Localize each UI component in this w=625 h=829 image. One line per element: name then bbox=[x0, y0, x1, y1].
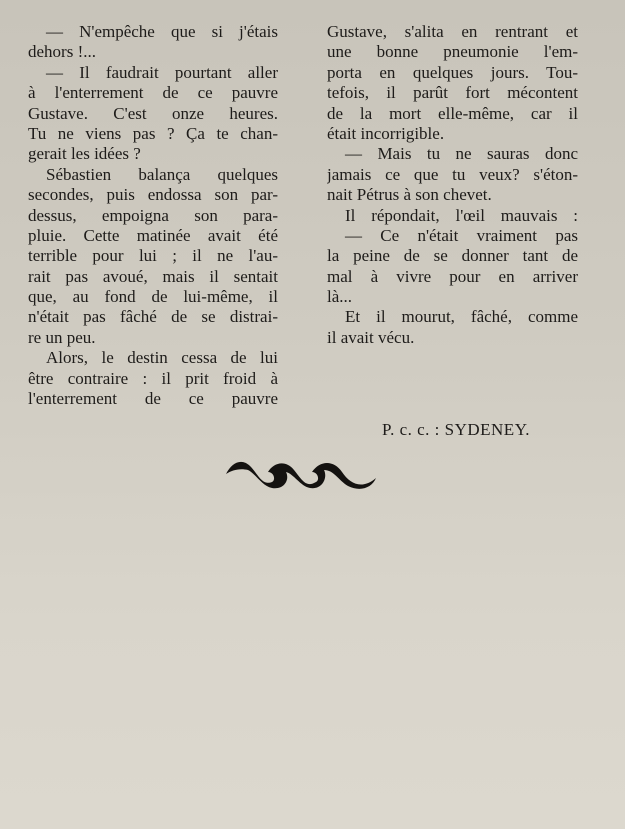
text-line: pluie. Cette matinée avait été bbox=[28, 225, 278, 245]
text-line: Gustave. C'est onze heures. bbox=[28, 103, 278, 123]
text-line: l'enterrement de ce pauvre bbox=[28, 389, 278, 409]
text-line: Et il mourut, fâché, comme bbox=[345, 307, 578, 327]
signature: P. c. c. : SYDENEY. bbox=[382, 420, 531, 439]
text-line: mal à vivre pour en arriver bbox=[327, 266, 578, 286]
text-line: était incorrigible. bbox=[327, 123, 445, 143]
text-line: Alors, le destin cessa de lui bbox=[46, 348, 278, 368]
right-text-column bbox=[327, 22, 578, 348]
text-line: là... bbox=[327, 287, 353, 307]
wave-ornament-icon bbox=[224, 452, 380, 492]
text-line: une bonne pneumonie l'em- bbox=[327, 42, 578, 62]
text-line: secondes, puis endossa son par- bbox=[28, 185, 278, 205]
text-line: être contraire : il prit froid à bbox=[28, 368, 278, 388]
text-line: — Il faudrait pourtant aller bbox=[46, 62, 278, 82]
text-line: terrible pour lui ; il ne l'au- bbox=[28, 246, 278, 266]
text-line: Sébastien balança quelques bbox=[46, 164, 278, 184]
text-line: de la mort elle-même, car il bbox=[327, 103, 578, 123]
text-line: il avait vécu. bbox=[327, 327, 415, 347]
text-line: la peine de se donner tant de bbox=[327, 246, 578, 266]
text-line: dessus, empoigna son para- bbox=[28, 205, 278, 225]
text-line: nait Pétrus à son chevet. bbox=[327, 185, 492, 205]
text-line: tefois, il parût fort mécontent bbox=[327, 83, 578, 103]
text-line: Tu ne viens pas ? Ça te chan- bbox=[28, 123, 278, 143]
text-line: gerait les idées ? bbox=[28, 144, 141, 164]
text-line: à l'enterrement de ce pauvre bbox=[28, 83, 278, 103]
text-line: rait pas avoué, mais il sentait bbox=[28, 266, 278, 286]
text-line: que, au fond de lui-même, il bbox=[28, 287, 278, 307]
text-line: porta en quelques jours. Tou- bbox=[327, 62, 578, 82]
text-line: re un peu. bbox=[28, 327, 96, 347]
text-line: dehors !... bbox=[28, 42, 96, 62]
text-line: Gustave, s'alita en rentrant et bbox=[327, 22, 578, 41]
text-line: Il répondait, l'œil mauvais : bbox=[345, 205, 578, 225]
left-text-column bbox=[28, 22, 278, 409]
text-line: jamais ce que tu veux? s'éton- bbox=[327, 164, 578, 184]
text-line: — Ce n'était vraiment pas bbox=[345, 225, 578, 245]
text-line: — Mais tu ne sauras donc bbox=[345, 144, 578, 164]
text-line: — N'empêche que si j'étais bbox=[46, 22, 278, 41]
text-line: n'était pas fâché de se distrai- bbox=[28, 307, 278, 327]
